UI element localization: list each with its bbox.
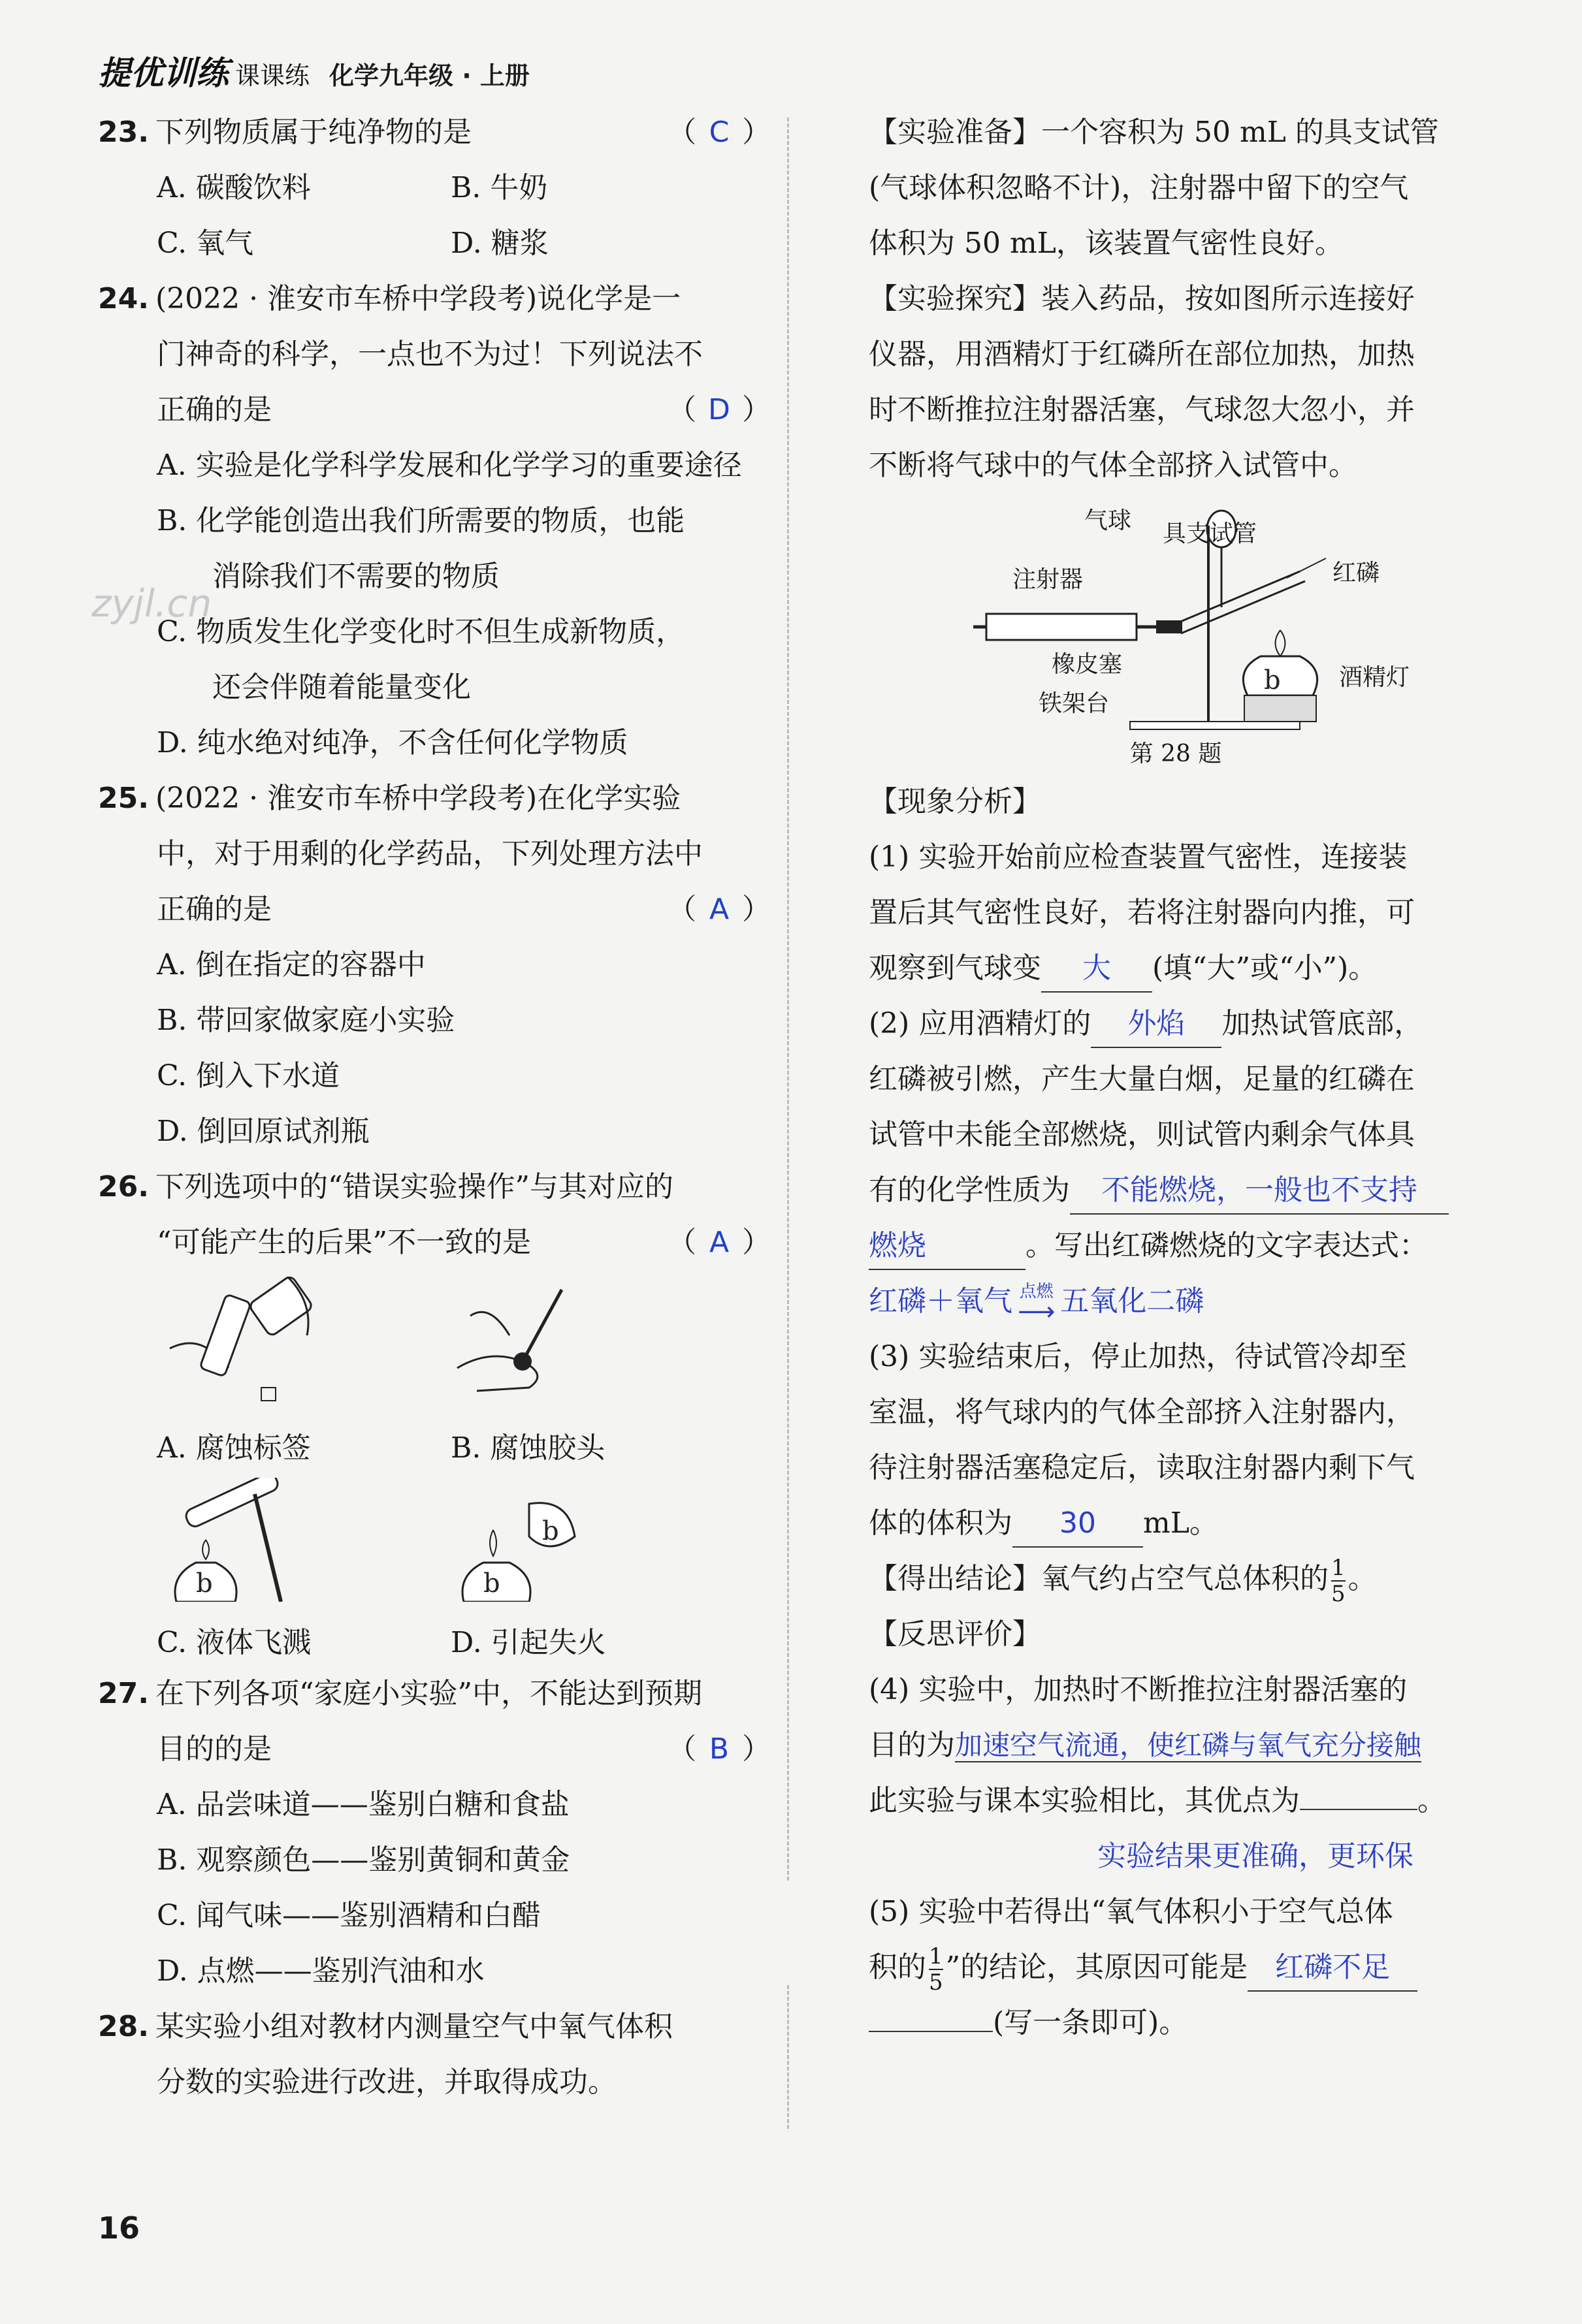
svg-text:b: b <box>196 1568 213 1599</box>
option-c: C. 倒入下水道 <box>157 1059 340 1092</box>
svg-text:b: b <box>542 1516 559 1546</box>
caption-a: A. 腐蚀标签 <box>157 1431 311 1465</box>
label-phosphorus: 红磷 <box>1332 560 1380 586</box>
answer-handwritten: A <box>709 893 730 926</box>
answer-handwritten: D <box>708 393 730 426</box>
pouring-liquid-illustration <box>157 1277 327 1407</box>
figure-row-cd <box>98 1478 771 1666</box>
experiment-explore: 【实验探究】装入药品，按如图所示连接好 仪器，用酒精灯于红磷所在部位加热，加热 时不断推拉注射器活塞，气球忽大忽小，并 不断将气球中的气体全部挤入试管中。 <box>869 282 1415 482</box>
answer-blank-6: 实验结果更准确，更环保 <box>1097 1839 1413 1873</box>
dropper-illustration <box>451 1277 594 1407</box>
option-b: B. 化学能创造出我们所需要的物质，也能 <box>157 504 685 537</box>
brand-logo: 提优训练 课课练 <box>98 54 310 92</box>
answer-paren: （ C ） <box>668 104 771 160</box>
option-c: C. 闻气味——鉴别酒精和白醋 <box>157 1899 541 1932</box>
page-header <box>98 47 530 99</box>
answer-blank-3b: 燃烧 <box>869 1223 1025 1270</box>
option-d: D. 点燃——鉴别汽油和水 <box>157 1954 485 1988</box>
column-divider <box>787 118 789 1881</box>
figure-caption: 第 28 题 <box>1129 740 1222 767</box>
fraction-one-fifth-2: $\frac{1}{5}$ <box>929 1943 943 1996</box>
label-syringe: 注射器 <box>1012 566 1084 593</box>
question-28-intro: 28. 某实验小组对教材内测量空气中氧气体积 分数的实验进行改进，并取得成功。 <box>98 2010 673 2099</box>
answer-blank-3a: 不能燃烧，一般也不支持 <box>1070 1168 1449 1215</box>
answer-blank-1: 大 <box>1041 946 1152 993</box>
option-d: D. 纯水绝对纯净，不含任何化学物质 <box>157 726 628 759</box>
answer-blank-7: 红磷不足 <box>1248 1945 1417 1992</box>
answer-handwritten: C <box>709 116 730 149</box>
book-title: 化学九年级 · 上册 <box>329 61 530 90</box>
label-balloon: 气球 <box>1084 507 1132 534</box>
question-23: 23. 下列物质属于纯净物的是 （ C ） A. 碳酸饮料 B. 牛奶 C. 氧气 D. 糖浆 <box>98 104 771 271</box>
figure-row-ab <box>98 1277 771 1471</box>
label-tube: 具支试管 <box>1163 520 1257 547</box>
experiment-prep: 【实验准备】一个容积为 50 mL 的具支试管 (气球体积忽略不计)，注射器中留下的空气 体积为 50 mL，该装置气密性良好。 <box>869 116 1439 260</box>
option-a: A. 品尝味道——鉴别白糖和食盐 <box>157 1788 570 1821</box>
question-25: 25. (2022 · 淮安市车桥中学段考)在化学实验 中，对于用剩的化学药品，下列处理方法中 正确的是 （ A ） A. 倒在指定的容器中 B. 带回家做家庭小实验 C. 倒入下水道 D. 倒回原试剂瓶 <box>98 771 771 1159</box>
label-lamp: 酒精灯 <box>1339 664 1410 691</box>
caption-d: D. 引起失火 <box>451 1626 606 1659</box>
answer-blank-2: 外焰 <box>1091 1001 1221 1048</box>
section-phenomena: 【现象分析】 <box>869 785 1041 818</box>
option-d: D. 糖浆 <box>451 227 549 260</box>
equation-answer: 红磷＋氧气 点燃 ⟶ 五氧化二磷 <box>869 1282 1204 1327</box>
answer-handwritten: A <box>709 1226 730 1259</box>
apparatus-figure <box>869 500 1483 774</box>
option-c: C. 氧气 <box>157 227 254 260</box>
option-d: D. 倒回原试剂瓶 <box>157 1115 370 1148</box>
question-24: 24. (2022 · 淮安市车桥中学段考)说化学是一 门神奇的科学，一点也不为过！下列说法不 正确的是 （ D ） A. 实验是化学科学发展和化学学习的重要途径 B. 化学能创造出我们所需要的物质，也能 消除我们不需要的物质 C. 物质发生化学变化时不但生成新物质， 还会伴随着能量变化 D. 纯水绝对纯净，不含任何化学物质 <box>98 271 771 771</box>
label-stopper: 橡皮塞 <box>1052 651 1123 678</box>
answer-blank-4: 30 <box>1012 1501 1143 1548</box>
left-column <box>98 104 771 2110</box>
lamp-lighting-illustration <box>451 1478 594 1602</box>
conclusion: 【得出结论】氧气约占空气总体积的 $\frac{1}{5}$ 。 <box>869 1554 1377 1607</box>
option-a: A. 碳酸饮料 <box>157 171 311 204</box>
caption-c: C. 液体飞溅 <box>157 1626 312 1659</box>
option-a: A. 倒在指定的容器中 <box>157 948 426 981</box>
svg-text:b: b <box>1264 665 1281 695</box>
caption-b: B. 腐蚀胶头 <box>451 1431 605 1465</box>
section-reflect: 【反思评价】 <box>869 1617 1041 1651</box>
fraction-one-fifth: $\frac{1}{5}$ <box>1331 1554 1346 1607</box>
answer-handwritten: B <box>709 1732 730 1766</box>
column-divider-lower <box>787 1985 789 2129</box>
page-number: 16 <box>98 2210 140 2246</box>
svg-text:b: b <box>483 1568 500 1599</box>
watermark: zyjl.cn <box>91 581 212 626</box>
option-b: B. 牛奶 <box>451 171 548 204</box>
option-c: C. 物质发生化学变化时不但生成新物质， <box>157 615 685 648</box>
option-a: A. 实验是化学科学发展和化学学习的重要途径 <box>157 449 742 482</box>
heating-tube-illustration <box>157 1478 327 1602</box>
answer-blank-5: 加速空气流通，使红磷与氧气充分接触 <box>955 1729 1422 1761</box>
question-27: 27. 在下列各项“家庭小实验”中，不能达到预期 目的的是 （ B ） A. 品尝味道——鉴别白糖和食盐 B. 观察颜色——鉴别黄铜和黄金 C. 闻气味——鉴别酒精和白醋 D. 点燃——鉴别汽油和水 <box>98 1666 771 1999</box>
option-b: B. 带回家做家庭小实验 <box>157 1004 455 1037</box>
option-b: B. 观察颜色——鉴别黄铜和黄金 <box>157 1843 570 1877</box>
question-26: 26. 下列选项中的“错误实验操作”与其对应的 “可能产生的后果”不一致的是 （ A ） A. 腐蚀标签 B. 腐蚀胶头 b C. 液体飞溅 b b D. 引起失火 <box>98 1159 771 1666</box>
label-stand: 铁架台 <box>1039 690 1110 717</box>
right-column: 【实验准备】一个容积为 50 mL 的具支试管 (气球体积忽略不计)，注射器中留下的空气 体积为 50 mL，该装置气密性良好。 【实验探究】装入药品，按如图所示连接好 仪器，用酒精灯于红磷所在部位加热，加热 时不断推拉注射器活塞，气球忽大忽小，并 不断将气球中的气体全部挤入试管中。 b 气球 具支试管 注射器 红磷 橡皮塞 酒精灯 铁架台 第 28 题 【现象分析】 (1) 实验开始前应检查装置气密性，连接装 置后其气密性良好，若将注射器向内推，可 观察到气球变 大 (填“大”或“小”)。 (2) 应用酒精灯的 外焰 加热试管底部， 红磷被引燃，产生大量白烟，足量的红磷在 试管中未能全部燃烧，则试管内剩余气体具 有的化学性质为 不能燃烧，一般也不支持 燃烧 。写出红磷燃烧的文字表达式： 红磷＋氧气 点燃 ⟶ 五氧化二磷 (3) 实验结束后，停止加热，待试管冷却至 室温，将气球内的气体全部挤入注射器内， 待注射器活塞稳定后，读取注射器内剩下气 体的体积为 30 mL。 【得出结论】氧气约占空气总体积的 $\frac{1}{5}$ 。 【反思评价】 (4) 实验中，加热时不断推拉注射器活塞的 目的为加速空气流通，使红磷与氧气充分接触 此实验与课本实验相比，其优点为 。 实验结果更准确，更环保 (5) 实验中若得出“氧气体积小于空气总体 积的 $\frac{1}{5}$ ”的结论，其原因可能是 红磷不足 (写一条即可)。 <box>869 104 1483 2050</box>
